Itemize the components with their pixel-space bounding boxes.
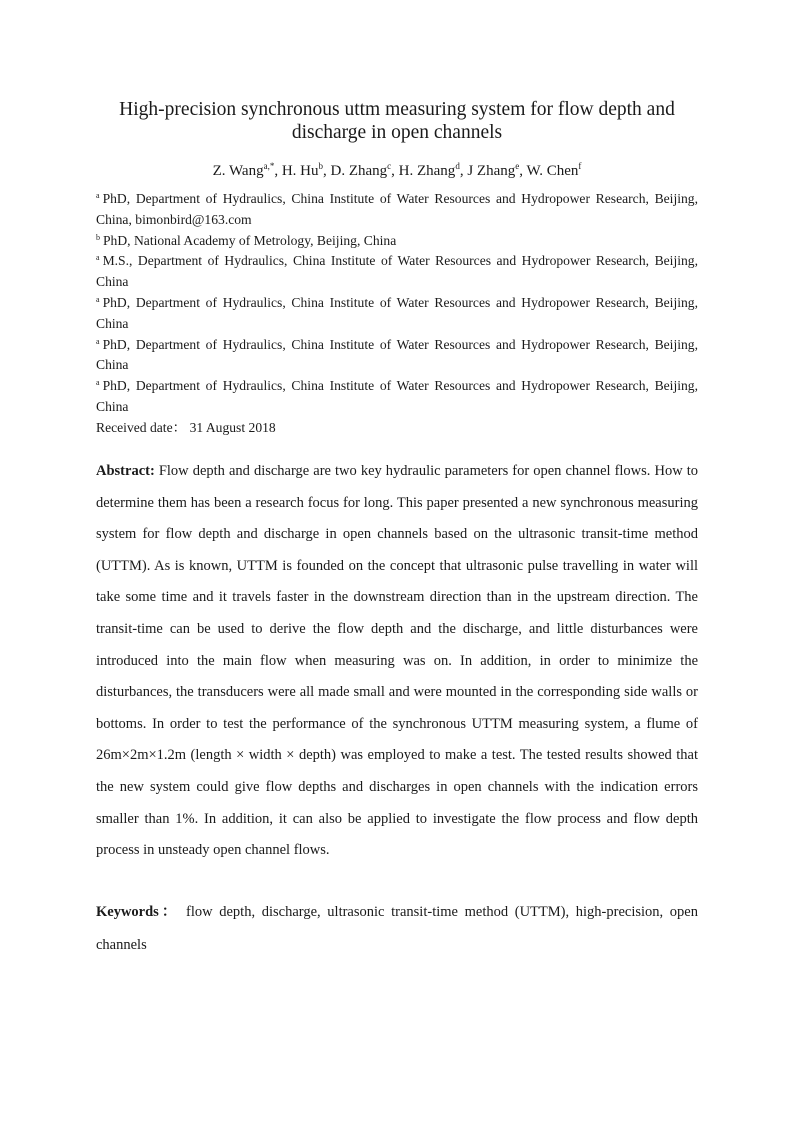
author-list: Z. Wang$^{a,*}$, H. Hu$^b$, D. Zhang$^c$, H. Zhang$^d$, J Zhang$^e$, W. Chen$^f$ — [212, 161, 582, 179]
affiliation — [96, 189, 698, 231]
affiliation-text: PhD, Department of Hydraulics, China Institute of Water Resources and Hydropower Research, Beijing, China — [96, 378, 698, 414]
title-line-2: discharge in open channels — [291, 122, 503, 143]
author-name: H. Hu — [281, 163, 319, 179]
author-affil-mark: d — [455, 161, 460, 171]
abstract-label: Abstract: — [96, 463, 155, 479]
affiliation-mark: a — [96, 294, 100, 304]
received-date: Received date： 31 August 2018 — [96, 419, 276, 435]
affiliation-text: PhD, National Academy of Metrology, Beijing, China — [103, 232, 397, 248]
affiliation — [96, 231, 698, 252]
affiliation-text: M.S., Department of Hydraulics, China Institute of Water Resources and Hydropower Research, Beijing, China — [96, 253, 698, 290]
author-name: J Zhang — [467, 163, 516, 179]
affiliation-mark: a — [96, 336, 100, 346]
keywords-text: flow depth, discharge, ultrasonic transit-time method (UTTM), high-precision, open channels — [96, 904, 698, 953]
abstract-text: Flow depth and discharge are two key hydraulic parameters for open channel flows. How to determine them has been a research focus for long. This paper presented a new synchronous measuring system for flow depth and discharge in open channels based on the ultrasonic transit-time method (UTTM). As is known, UTTM is founded on the concept that ultrasonic pulse travelling in water will take some time and it travels faster in the downstream direction than in the upstream direction. The transit-time can be used to derive the flow depth and the discharge, and little disturbances were introduced into the main flow when measuring was on. In addition, in order to minimize the disturbances, the transducers were all made small and were mounted in the corresponding side walls or bottoms. In order to test the performance of the synchronous UTTM measuring system, a flume of 26m×2m×1.2m (length × width × depth) was employed to make a test. The tested results showed that the new system could give flow depths and discharges in open channels with the indication errors smaller than 1%. In addition, it can also be applied to investigate the flow process and flow depth process in unsteady open channel flows. — [96, 463, 698, 859]
keywords-label: Keywords： — [96, 904, 180, 920]
affiliation-mark: a — [96, 378, 100, 388]
author-name: Z. Wang — [212, 163, 264, 179]
affiliation-list — [96, 189, 698, 439]
affiliation — [96, 251, 698, 293]
affiliation — [96, 376, 698, 418]
affiliation-text: PhD, Department of Hydraulics, China Institute of Water Resources and Hydropower Research, Beijing, China, bimonbird@163.com — [96, 191, 698, 227]
affiliation — [96, 293, 698, 335]
paper-title — [96, 98, 698, 144]
affiliation-mark: b — [96, 232, 100, 242]
author-affil-mark: c — [387, 161, 392, 171]
author-affil-mark: b — [318, 161, 323, 171]
author-name: D. Zhang — [330, 163, 388, 179]
title-line-1: High-precision synchronous uttm measuring system for flow depth and — [119, 99, 675, 120]
keywords — [96, 896, 698, 962]
affiliation-text: PhD, Department of Hydraulics, China Institute of Water Resources and Hydropower Research, Beijing, China — [96, 294, 698, 331]
author-affil-mark: a,* — [263, 161, 275, 171]
affiliation — [96, 335, 698, 377]
affiliation-text: PhD, Department of Hydraulics, China Institute of Water Resources and Hydropower Research, Beijing, China — [96, 336, 698, 373]
affiliation-mark: a — [96, 253, 100, 263]
affiliation-mark: a — [96, 191, 100, 200]
author-affil-mark: e — [515, 161, 520, 171]
author-affil-mark: f — [578, 161, 582, 171]
author-name: W. Chen — [526, 163, 579, 179]
author-name: H. Zhang — [398, 163, 456, 179]
abstract — [96, 456, 698, 867]
